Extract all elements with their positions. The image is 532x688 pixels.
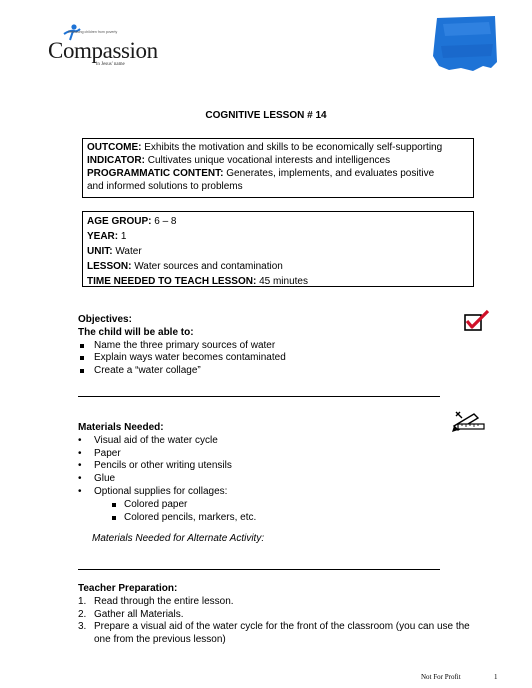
unit-value: Water xyxy=(115,246,142,257)
lesson-info-box xyxy=(82,211,474,287)
blue-brush-graphic xyxy=(433,16,497,72)
list-item: 3. Prepare a visual aid of the water cycle for the front of the classroom (you can use the one from the previous lesson) xyxy=(78,621,470,646)
age-label: AGE GROUP: xyxy=(87,216,152,227)
logo-tagline: Releasing children from poverty xyxy=(68,30,118,34)
content-label: PROGRAMMATIC CONTENT: xyxy=(87,168,224,179)
section-divider xyxy=(78,396,440,397)
section-divider xyxy=(78,569,440,570)
list-item: • Glue xyxy=(78,473,478,486)
unit-line xyxy=(87,244,469,259)
logo-wordmark: Compassion xyxy=(48,38,158,63)
list-item: • Paper xyxy=(78,448,478,461)
content-value-1: Generates, implements, and evaluates positive xyxy=(226,168,435,179)
age-value: 6 – 8 xyxy=(154,216,177,227)
year-value: 1 xyxy=(120,231,127,242)
content-line xyxy=(87,167,469,180)
list-item: • Visual aid of the water cycle xyxy=(78,435,478,448)
year-label: YEAR: xyxy=(87,231,119,242)
outcome-label: OUTCOME: xyxy=(87,142,142,153)
page-number: 1 xyxy=(494,673,498,681)
lesson-title: COGNITIVE LESSON # 14 xyxy=(205,110,327,121)
time-label: TIME NEEDED TO TEACH LESSON: xyxy=(87,276,257,287)
time-line xyxy=(87,274,469,289)
outcome-line xyxy=(87,141,469,154)
indicator-label: INDICATOR: xyxy=(87,155,145,166)
teacher-prep-section xyxy=(78,583,474,647)
materials-list xyxy=(78,435,478,499)
list-item: • Optional supplies for collages: xyxy=(78,486,478,499)
content-value-2: and informed solutions to problems xyxy=(87,181,243,192)
materials-heading: Materials Needed: xyxy=(78,422,164,433)
list-item: 1. Read through the entire lesson. xyxy=(78,595,234,607)
time-value: 45 minutes xyxy=(259,276,308,287)
alternate-materials-note: Materials Needed for Alternate Activity: xyxy=(92,533,265,544)
list-item: 2. Gather all Materials. xyxy=(78,608,184,620)
compassion-logo xyxy=(48,24,158,72)
lesson-line xyxy=(87,259,469,274)
objectives-section xyxy=(78,314,478,378)
footer-note: Not For Profit xyxy=(421,673,461,681)
list-item: • Pencils or other writing utensils xyxy=(78,460,478,473)
outcome-value: Exhibits the motivation and skills to be economically self-supporting xyxy=(144,142,443,153)
age-line xyxy=(87,214,469,229)
objectives-list xyxy=(78,340,478,378)
unit-label: UNIT: xyxy=(87,246,113,257)
prep-heading: Teacher Preparation: xyxy=(78,583,178,594)
list-item: Colored pencils, markers, etc. xyxy=(110,512,478,525)
materials-section xyxy=(78,422,478,524)
list-item: Explain ways water becomes contaminated xyxy=(78,352,478,365)
checkbox-check-icon xyxy=(463,309,491,333)
list-item: Colored paper xyxy=(110,499,478,512)
materials-sublist xyxy=(78,499,478,525)
pencil-ruler-icon xyxy=(452,410,486,432)
year-line xyxy=(87,229,469,244)
indicator-value: Cultivates unique vocational interests and intelligences xyxy=(147,155,391,166)
indicator-line xyxy=(87,154,469,167)
lesson-label: LESSON: xyxy=(87,261,132,272)
outcome-box xyxy=(82,138,474,198)
objectives-subheading: The child will be able to: xyxy=(78,326,194,338)
objectives-heading: Objectives: xyxy=(78,314,132,325)
logo-subtitle: in Jesus' name xyxy=(96,62,125,67)
list-item: Create a “water collage” xyxy=(78,365,478,378)
lesson-value: Water sources and contamination xyxy=(134,261,283,272)
prep-list xyxy=(78,596,474,647)
list-item: Name the three primary sources of water xyxy=(78,340,478,353)
